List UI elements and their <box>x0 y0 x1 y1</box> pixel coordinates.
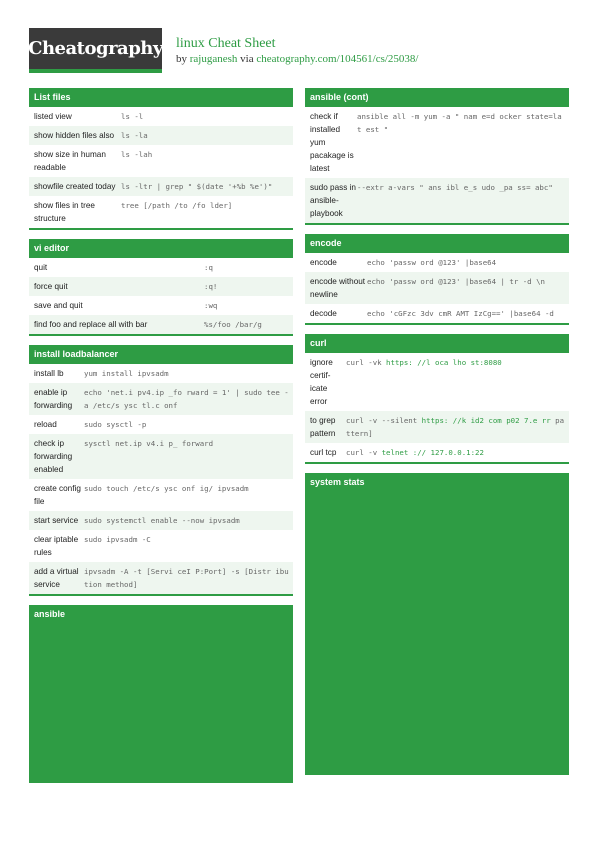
url-link[interactable]: https: //k id2 com p02 7.e rr <box>421 416 551 425</box>
section-vi-editor <box>29 239 293 336</box>
command-code: ls -l <box>121 112 144 121</box>
right-column <box>305 88 569 784</box>
url-link[interactable]: telnet :// 127.0.0.1:22 <box>381 448 484 457</box>
url-link[interactable]: https: //l oca lho st:8080 <box>386 358 502 367</box>
table-row <box>305 253 569 272</box>
cheatography-logo[interactable] <box>29 28 162 73</box>
author-link[interactable]: rajuganesh <box>189 53 238 65</box>
command-code: echo 'net.i pv4.ip _fo rward = 1' | sudo tee -a /etc/s ysc tl.c onf <box>84 388 289 410</box>
byline-by: by <box>176 53 187 65</box>
command-label: ignore certif-icate error <box>310 358 333 406</box>
command-label: reload <box>34 420 57 429</box>
table-row <box>29 258 293 277</box>
section-title: ansible (cont) <box>305 88 569 107</box>
command-label: decode <box>310 309 337 318</box>
command-label: show hidden files also <box>34 131 115 140</box>
table-row <box>29 511 293 530</box>
table-row <box>305 353 569 411</box>
command-code: ls -ltr | grep " $(date '+%b %e')" <box>121 182 273 191</box>
left-column <box>29 88 293 792</box>
command-label: find foo and replace all with bar <box>34 320 148 329</box>
command-label: create config file <box>34 484 81 506</box>
command-label: curl tcp <box>310 448 337 457</box>
command-label: force quit <box>34 282 68 291</box>
command-code: curl -vk https: //l oca lho st:8080 <box>346 358 502 367</box>
table-row <box>29 177 293 196</box>
section-title: install loadbalancer <box>29 345 293 364</box>
command-code: :wq <box>204 301 218 310</box>
command-label: encode <box>310 258 337 267</box>
command-code: ls -la <box>121 131 148 140</box>
command-label: install lb <box>34 369 64 378</box>
command-label: check ip forwarding enabled <box>34 439 73 474</box>
table-row <box>29 315 293 334</box>
table-row <box>305 443 569 462</box>
byline <box>176 53 418 65</box>
table-row <box>29 126 293 145</box>
command-label: show files in tree structure <box>34 201 95 223</box>
command-code: tree [/path /to /fo lder] <box>121 201 233 210</box>
section-title: vi editor <box>29 239 293 258</box>
command-code: curl -v --silent https: //k id2 com p02 7.e rr pattern] <box>346 416 565 438</box>
section-encode <box>305 234 569 325</box>
table-row <box>29 479 293 511</box>
table-row <box>29 530 293 562</box>
command-code: ipvsadm -A -t [Servi ceI P:Port] -s [Distr ibution method] <box>84 567 289 589</box>
command-label: add a virtual service <box>34 567 79 589</box>
command-label: save and quit <box>34 301 83 310</box>
section-system-stats <box>305 473 569 775</box>
command-label: encode without newline <box>310 277 366 299</box>
command-label: to grep pattern <box>310 416 336 438</box>
section-list-files <box>29 88 293 230</box>
command-label: sudo pass in ansible-playbook <box>310 183 356 218</box>
table-row <box>29 562 293 594</box>
command-code: sudo systemctl enable --now ipvsadm <box>84 516 240 525</box>
command-code: yum install ipvsadm <box>84 369 169 378</box>
section-ansible <box>29 605 293 783</box>
logo-text: Cheatography <box>28 38 163 59</box>
command-label: quit <box>34 263 48 272</box>
command-code: echo 'passw ord @123' |base64 <box>367 258 497 267</box>
command-label: enable ip forwarding <box>34 388 73 410</box>
command-code: sudo sysctl -p <box>84 420 147 429</box>
command-label: listed view <box>34 112 72 121</box>
command-code: %s/foo /bar/g <box>204 320 262 329</box>
table-row <box>29 277 293 296</box>
table-row <box>305 178 569 223</box>
section-ansible-cont <box>305 88 569 225</box>
command-code: echo 'cGFzc 3dv cmR AMT IzCg==' |base64 -d <box>367 309 554 318</box>
section-curl <box>305 334 569 464</box>
table-row <box>305 107 569 178</box>
table-row <box>305 411 569 443</box>
command-code: ansible all -m yum -a " nam e=d ocker state=lat est " <box>357 112 562 134</box>
section-title: system stats <box>310 477 365 487</box>
command-label: check if installed yum pacakage is latest <box>310 112 354 173</box>
section-title: encode <box>305 234 569 253</box>
table-row <box>305 304 569 323</box>
command-code: :q <box>204 263 213 272</box>
table-row <box>29 434 293 479</box>
command-code: ls -lah <box>121 150 153 159</box>
table-row <box>29 145 293 177</box>
page-title: linux Cheat Sheet <box>176 36 276 51</box>
command-code: sudo touch /etc/s ysc onf ig/ ipvsadm <box>84 484 249 493</box>
section-title: ansible <box>34 609 66 619</box>
command-code: --extr a-vars " ans ibl e_s udo _pa ss= abc" <box>357 183 553 192</box>
command-label: start service <box>34 516 79 525</box>
command-label: showfile created today <box>34 182 116 191</box>
command-code: echo 'passw ord @123' |base64 | tr -d \n <box>367 277 545 286</box>
section-title: List files <box>29 88 293 107</box>
table-row <box>29 296 293 315</box>
command-code: curl -v telnet :// 127.0.0.1:22 <box>346 448 484 457</box>
section-install-loadbalancer <box>29 345 293 596</box>
table-row <box>29 107 293 126</box>
table-row <box>29 415 293 434</box>
command-code: sysctl net.ip v4.i p_ forward <box>84 439 214 448</box>
table-row <box>305 272 569 304</box>
command-label: show size in human readable <box>34 150 106 172</box>
table-row <box>29 364 293 383</box>
table-row <box>29 196 293 228</box>
command-code: :q! <box>204 282 218 291</box>
command-code: sudo ipvsadm -C <box>84 535 151 544</box>
section-title: curl <box>305 334 569 353</box>
sheet-url-link[interactable]: cheatography.com/104561/cs/25038/ <box>256 53 419 65</box>
command-label: clear iptable rules <box>34 535 79 557</box>
table-row <box>29 383 293 415</box>
byline-via: via <box>240 53 254 65</box>
